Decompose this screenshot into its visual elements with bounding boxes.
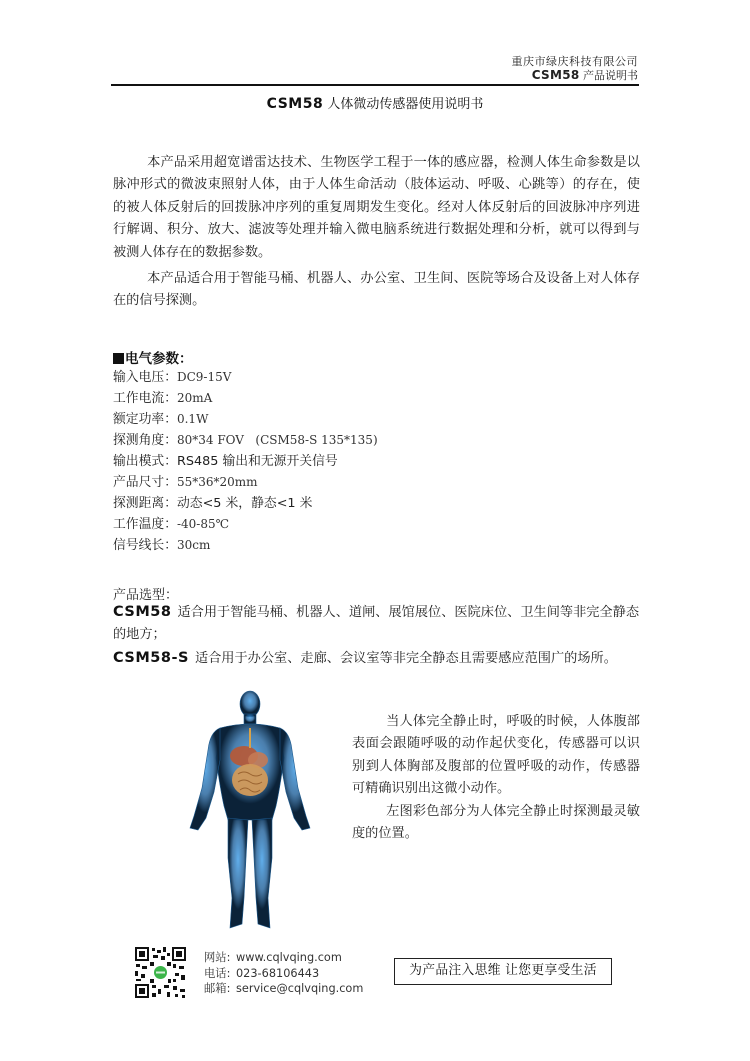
electrical-heading-text: 电气参数： — [125, 351, 193, 367]
spec-label: 探测距离： — [113, 496, 177, 511]
spec-item — [113, 535, 378, 556]
selection-desc: 适合用于办公室、走廊、会议室等非完全静态且需要感应范围广的场所。 — [194, 650, 617, 666]
spec-label: 输入电压： — [113, 370, 177, 385]
spec-value: DC9-15V — [176, 370, 232, 384]
spec-label: 工作电流： — [113, 391, 177, 406]
contact-info — [204, 950, 363, 997]
doc-label: 产品说明书 — [583, 69, 638, 82]
phone-number: 023-68106443 — [236, 966, 320, 980]
intro-paragraph-1 — [113, 152, 640, 264]
selection-item — [113, 647, 640, 670]
square-bullet-icon — [113, 353, 124, 364]
spec-label: 产品尺寸： — [113, 475, 177, 490]
title-text: 人体微动传感器使用说明书 — [327, 97, 484, 112]
contact-phone — [204, 966, 363, 982]
contact-label: 电话: — [204, 966, 231, 980]
contact-label: 邮箱: — [204, 982, 231, 995]
contact-website — [204, 950, 363, 966]
spec-list — [113, 367, 378, 556]
spec-item — [113, 472, 378, 493]
spec-value: 20mA — [176, 391, 213, 405]
intro-paragraph-2 — [113, 268, 640, 313]
spec-label: 探测角度： — [113, 433, 177, 448]
qr-code-icon[interactable] — [133, 945, 188, 1000]
figure-paragraph-2 — [352, 801, 640, 846]
selection-item — [113, 601, 640, 647]
spec-item — [113, 367, 378, 388]
spec-value: RS485 输出和无源开关信号 — [176, 454, 338, 469]
document-type — [532, 67, 638, 83]
website-link[interactable]: www.cqlvqing.com — [236, 951, 342, 964]
title-model: CSM58 — [266, 96, 324, 112]
spec-value: -40-85℃ — [176, 517, 230, 531]
spec-item — [113, 409, 378, 430]
intro-paragraph-2-text: 本产品适合用于智能马桶、机器人、办公室、卫生间、医院等场合及设备上对人体存在的信号探测。 — [113, 271, 640, 309]
slogan-box: 为产品注入思维 让您更享受生活 — [394, 958, 612, 985]
figure-paragraph-1-text: 当人体完全静止时，呼吸的时候，人体腹部表面会跟随呼吸的动作起伏变化，传感器可以识别到人体胸部及腹部的位置呼吸的动作，传感器可精确识别出这微小动作。 — [352, 714, 640, 797]
electrical-heading — [113, 347, 193, 367]
spec-item — [113, 514, 378, 535]
selection-desc: 适合用于智能马桶、机器人、道闸、展馆展位、医院床位、卫生间等非完全静态的地方； — [113, 605, 640, 643]
selection-model: CSM58 — [113, 604, 172, 620]
spec-value: 55*36*20mm — [176, 475, 258, 489]
spec-value: 30cm — [176, 538, 211, 552]
spec-item — [113, 388, 378, 409]
figure-paragraph-2-text: 左图彩色部分为人体完全静止时探测最灵敏度的位置。 — [352, 803, 640, 842]
contact-label: 网站: — [204, 951, 231, 964]
figure-paragraph-1 — [352, 711, 640, 801]
spec-item — [113, 451, 378, 472]
page-title — [0, 93, 750, 112]
spec-label: 信号线长： — [113, 538, 177, 553]
doc-model: CSM58 — [531, 68, 580, 82]
email-link[interactable]: service@cqlvqing.com — [236, 982, 364, 995]
selection-list — [113, 601, 640, 670]
header-rule — [111, 84, 639, 86]
spec-label: 额定功率： — [113, 412, 177, 427]
contact-email — [204, 981, 363, 997]
intro-paragraph-1-text: 本产品采用超宽谱雷达技术、生物医学工程于一体的感应器，检测人体生命参数是以脉冲形式的微波束照射人体，由于人体生命活动（肢体运动、呼吸、心跳等）的存在，使的被人体反射后的回拨脉冲序列的重复周期发生变化。经对人体反射后的回波脉冲序列进行解调、积分、放大、滤波等处理并输入微电脑系统进行数据处理和分析，就可以得到与被测人体存在的数据参数。 — [113, 155, 640, 260]
spec-value: 动态<5 米，静态<1 米 — [176, 496, 313, 511]
company-name: 重庆市绿庆科技有限公司 — [511, 55, 638, 68]
figure-description — [352, 711, 640, 845]
human-body-illustration — [180, 688, 320, 936]
spec-label: 工作温度： — [113, 517, 177, 532]
spec-label: 输出模式： — [113, 454, 177, 469]
organ-intestines — [232, 764, 268, 796]
spec-value: 0.1W — [176, 412, 209, 426]
selection-heading: 产品选型： — [113, 588, 179, 603]
spec-item — [113, 493, 378, 514]
selection-model: CSM58-S — [113, 649, 189, 666]
spec-item — [113, 430, 378, 451]
spec-value: 80*34 FOV (CSM58-S 135*135) — [176, 433, 378, 447]
